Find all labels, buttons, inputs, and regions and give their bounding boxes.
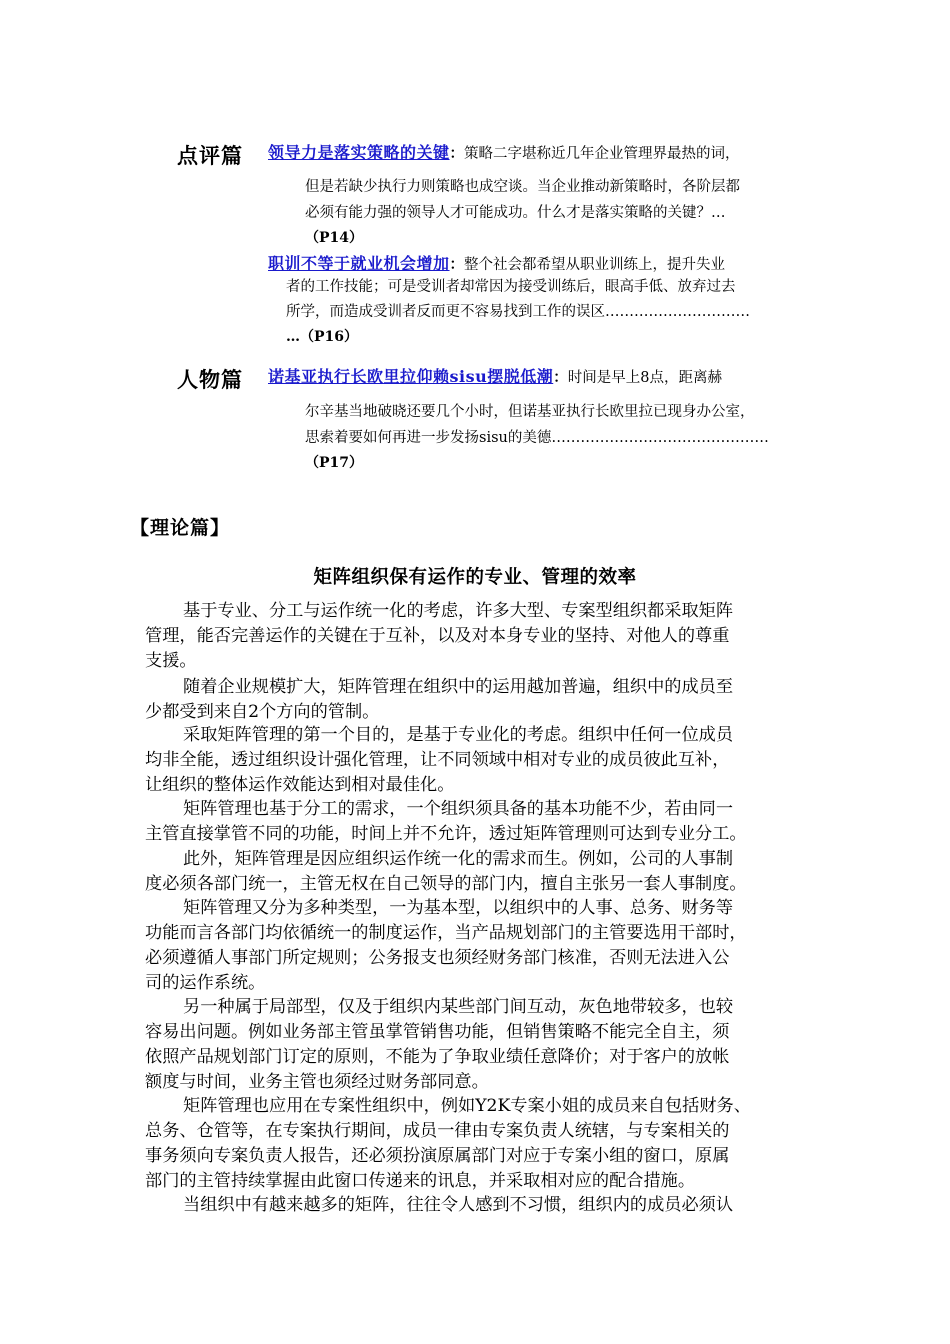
paragraph-line: 少都受到来自2个方向的管制。 bbox=[145, 702, 380, 722]
entry-text: 整个社会都希望从职业训练上，提升失业 bbox=[464, 257, 726, 273]
paragraph-line: 主管直接掌管不同的功能，时间上并不允许，透过矩阵管理则可达到专业分工。 bbox=[145, 824, 747, 844]
paragraph-line: 采取矩阵管理的第一个目的，是基于专业化的考虑。组织中任何一位成员 bbox=[183, 725, 734, 745]
category-people: 人物篇 bbox=[177, 368, 243, 392]
article-link-vocational-training[interactable]: 职训不等于就业机会增加 bbox=[268, 254, 450, 273]
paragraph-line: 支援。 bbox=[145, 651, 197, 671]
summary-entry-first-line: 职训不等于就业机会增加：整个社会都希望从职业训练上，提升失业 bbox=[268, 254, 726, 273]
entry-text: 所学，而造成受训者反而更不容易找到工作的误区………………………… bbox=[286, 304, 750, 320]
paragraph-line: 均非全能，透过组织设计强化管理，让不同领域中相对专业的成员彼此互补， bbox=[145, 750, 730, 770]
paragraph-line: 部门的主管持续掌握由此窗口传递来的讯息，并采取相对应的配合措施。 bbox=[145, 1171, 696, 1191]
paragraph-line: 矩阵管理又分为多种类型，一为基本型，以组织中的人事、总务、财务等 bbox=[183, 898, 734, 918]
entry-text: 必须有能力强的领导人才可能成功。什么才是落实策略的关键？… bbox=[305, 205, 726, 221]
paragraph-line: 让组织的整体运作效能达到相对最佳化。 bbox=[145, 775, 455, 795]
paragraph-line: 依照产品规划部门订定的原则，不能为了争取业绩任意降价；对于客户的放帐 bbox=[145, 1047, 730, 1067]
paragraph-line: 度必须各部门统一，主管无权在自己领导的部门内，擅自主张另一套人事制度。 bbox=[145, 874, 747, 894]
paragraph-line: 司的运作系统。 bbox=[145, 973, 266, 993]
paragraph-line: 矩阵管理也应用在专案性组织中，例如Y2K专案小姐的成员来自包括财务、 bbox=[183, 1096, 751, 1116]
paragraph-line: 容易出问题。例如业务部主管虽掌管销售功能，但销售策略不能完全自主，须 bbox=[145, 1022, 730, 1042]
article-link-nokia[interactable]: 诺基亚执行长欧里拉仰赖sisu摆脱低潮 bbox=[268, 367, 554, 386]
entry-text: 时间是早上8点，距离赫 bbox=[567, 370, 722, 386]
paragraph-line: 管理，能否完善运作的关键在于互补，以及对本身专业的坚持、对他人的尊重 bbox=[145, 626, 730, 646]
article-title: 矩阵组织保有运作的专业、管理的效率 bbox=[313, 567, 637, 588]
paragraph-line: 总务、仓管等，在专案执行期间，成员一律由专案负责人统辖，与专案相关的 bbox=[145, 1121, 730, 1141]
entry-text: 思索着要如何再进一步发扬sisu的美德……………………………………… bbox=[305, 430, 769, 446]
paragraph-line: 事务须向专案负责人报告，还必须扮演原属部门对应于专案小组的窗口，原属 bbox=[145, 1146, 730, 1166]
article-link-leadership[interactable]: 领导力是落实策略的关键 bbox=[268, 143, 450, 162]
paragraph-line: 另一种属于局部型，仅及于组织内某些部门间互动，灰色地带较多，也较 bbox=[183, 997, 734, 1017]
entry-text: 尔辛基当地破晓还要几个小时，但诺基亚执行长欧里拉已现身办公室， bbox=[305, 404, 755, 420]
paragraph-line: 功能而言各部门均依循统一的制度运作，当产品规划部门的主管要选用干部时， bbox=[145, 923, 747, 943]
entry-text: 但是若缺少执行力则策略也成空谈。当企业推动新策略时，各阶层都 bbox=[305, 179, 740, 195]
page-ref: （P14） bbox=[305, 230, 364, 246]
page-ref: …（P16） bbox=[286, 329, 359, 345]
paragraph-line: 矩阵管理也基于分工的需求，一个组织须具备的基本功能不少，若由同一 bbox=[183, 799, 734, 819]
paragraph-line: 此外，矩阵管理是因应组织运作统一化的需求而生。例如，公司的人事制 bbox=[183, 849, 734, 869]
paragraph-line: 额度与时间，业务主管也须经过财务部同意。 bbox=[145, 1072, 489, 1092]
paragraph-line: 基于专业、分工与运作统一化的考虑，许多大型、专案型组织都采取矩阵 bbox=[183, 601, 734, 621]
page-ref: （P17） bbox=[305, 455, 364, 471]
section-heading-theory: 【理论篇】 bbox=[130, 517, 231, 539]
category-review: 点评篇 bbox=[177, 144, 243, 168]
paragraph-line: 当组织中有越来越多的矩阵，往往令人感到不习惯，组织内的成员必须认 bbox=[183, 1195, 734, 1215]
paragraph-line: 随着企业规模扩大，矩阵管理在组织中的运用越加普遍，组织中的成员至 bbox=[183, 677, 734, 697]
entry-text: 策略二字堪称近几年企业管理界最热的词， bbox=[464, 146, 740, 162]
paragraph-line: 必须遵循人事部门所定规则；公务报支也须经财务部门核准，否则无法进入公 bbox=[145, 948, 730, 968]
summary-entry-first-line: 领导力是落实策略的关键：策略二字堪称近几年企业管理界最热的词， bbox=[268, 143, 740, 162]
summary-entry-first-line: 诺基亚执行长欧里拉仰赖sisu摆脱低潮：时间是早上8点，距离赫 bbox=[268, 367, 722, 386]
entry-text: 者的工作技能；可是受训者却常因为接受训练后，眼高手低、放弃过去 bbox=[286, 279, 736, 295]
